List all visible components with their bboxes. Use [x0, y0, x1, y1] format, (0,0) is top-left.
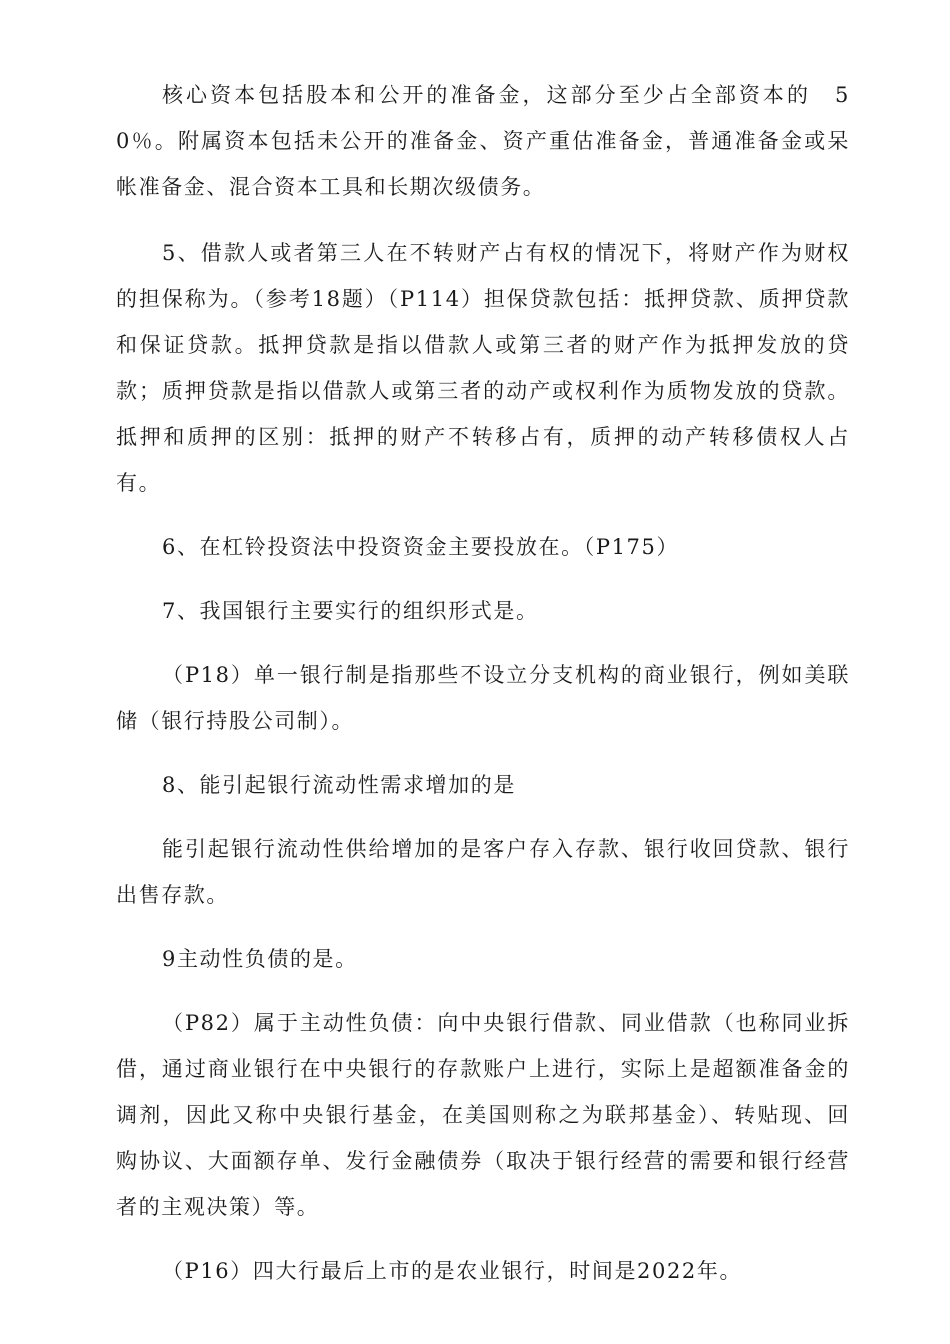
- paragraph-unit-banking: （P18）单一银行制是指那些不设立分支机构的商业银行，例如美联储（银行持股公司制）。: [116, 663, 850, 733]
- paragraph-core-capital: 核心资本包括股本和公开的准备金，这部分至少占全部资本的 50％。附属资本包括未公开的准备金、资产重估准备金，普通准备金或呆帐准备金、混合资本工具和长期次级债务。: [116, 83, 850, 199]
- paragraph-question-6: 6、在杠铃投资法中投资资金主要投放在。（P175）: [162, 535, 680, 559]
- paragraph-question-5: 5、借款人或者第三人在不转财产占有权的情况下，将财产作为财权的担保称为。（参考18题）（P114）担保贷款包括：抵押贷款、质押贷款和保证贷款。抵押贷款是指以借款人或第三者的财产作为抵押发放的贷款；质押贷款是指以借款人或第三者的动产或权利作为质物发放的贷款。抵押和质押的区别：抵押的财产不转移占有，质押的动产转移债权人占有。: [116, 241, 850, 495]
- paragraph-active-liabilities: （P82）属于主动性负债：向中央银行借款、同业借款（也称同业拆借，通过商业银行在中央银行的存款账户上进行，实际上是超额准备金的调剂，因此又称中央银行基金，在美国则称之为联邦基金）、转贴现、回购协议、大面额存单、发行金融债券（取决于银行经营的需要和银行经营者的主观决策）等。: [116, 1011, 850, 1219]
- paragraph-liquidity-supply: 能引起银行流动性供给增加的是客户存入存款、银行收回贷款、银行出售存款。: [116, 837, 850, 907]
- paragraph-big-four-listing: （P16）四大行最后上市的是农业银行，时间是2022年。: [162, 1259, 743, 1283]
- paragraph-question-8: 8、能引起银行流动性需求增加的是: [162, 773, 516, 797]
- paragraph-question-7: 7、我国银行主要实行的组织形式是。: [162, 599, 539, 623]
- paragraph-question-9: 9主动性负债的是。: [162, 947, 358, 971]
